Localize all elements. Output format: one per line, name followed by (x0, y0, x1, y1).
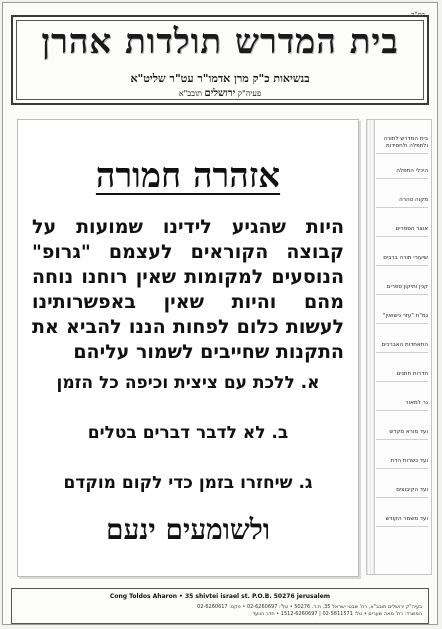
location-suffix: תובב"א (178, 89, 202, 98)
notice-closing: ולשומעים ינעם (105, 513, 271, 546)
institution-subtitle: בנשיאות כ"ק מרן אדמו"ר עט"ר שליט"א (130, 72, 310, 85)
sidebar-item: ועד כשרות הדת (376, 458, 428, 469)
notice-body (17, 119, 359, 577)
sidebar-item: התאחדות האברכים (376, 342, 428, 353)
sidebar-item: נר למאור (376, 400, 428, 411)
institutions-sidebar (366, 119, 432, 575)
rule-item: ב. לא לדבר דברים בטלים (87, 423, 289, 443)
footer-hebrew-line: בעיה"ק ירושלים תובב"א, רח' שבטי ישראל 35, ת.ד. 50276 • טל': 02-6260697 • פקס: 02-6260617 (197, 604, 422, 610)
sidebar-stripe (367, 120, 375, 574)
sidebar-item: קנין ותיקון ספרים (376, 284, 428, 295)
institution-location (13, 88, 427, 99)
sidebar-item: ועד הקיבוצים (376, 487, 428, 498)
location-city: ירושלים (204, 88, 236, 99)
sidebar-item: היכלי התפלה (376, 168, 428, 179)
sidebar-item: בית המדרש לתורה ולתפלה ולחסידות (376, 136, 428, 154)
footer-english-address: Cong Toldos Aharon • 35 shivtei israel st. P.O.B. 50276 jerusalem (109, 593, 331, 600)
notice-paragraph: היות שהגיע לידינו שמועות על קבוצה הקוראים לעצמם "גרופ" הנוסעים למקומות שאין רוחנו נוחה מהם והיות שאין באפשרותינו לעשות כלום לפחות הננו להביא את התקנות שחייבים לשמור עליהם (32, 216, 344, 363)
rule-item: ג. שיחזרו בזמן כדי לקום מוקדם (63, 473, 313, 493)
letterhead-header (11, 15, 429, 105)
notice-title: אזהרה חמורה (95, 156, 281, 196)
footer-hebrew-line: המשרד: רח' מאה שערים • טל: 02-5811571 | 1512-6260697 • חדר הוועד (252, 611, 422, 617)
sidebar-item: שיעורי תורה ברבים (376, 255, 428, 266)
sidebar-item: גמ"ח "עזר נישואין" (376, 313, 428, 324)
sidebar-item: אוצר הספרים (376, 226, 428, 237)
letterhead-sheet (2, 2, 438, 625)
footer-hebrew-address (18, 604, 422, 618)
sidebar-item: ועד מורא מקדש (376, 429, 428, 440)
institution-title: בית המדרש תולדות אהרן (41, 22, 399, 62)
rule-item: א. ללכת עם ציצית וכיפה כל הזמן (56, 373, 320, 393)
sidebar-item: חדרות חתנים (376, 371, 428, 382)
sidebar-item: מקוה טהרה (376, 197, 428, 208)
sidebar-item: ועד משמר הקודש (376, 516, 428, 527)
location-prefix: פעיה"ק (237, 89, 262, 98)
letterhead-footer (11, 588, 429, 624)
